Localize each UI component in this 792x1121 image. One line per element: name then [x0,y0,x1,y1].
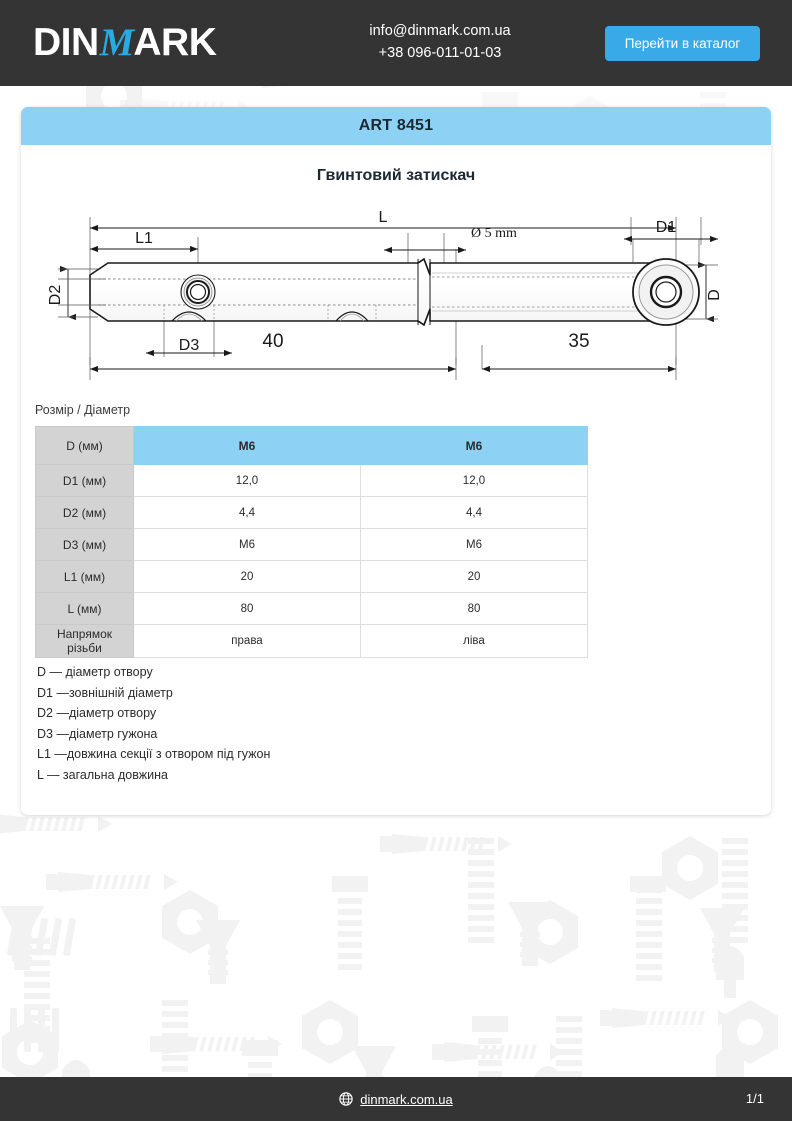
site-header [0,0,792,86]
label-dim-40: 40 [262,331,284,352]
legend-list [35,662,771,785]
row-value-col1: M6 [134,529,361,561]
row-label: L (мм) [36,593,134,625]
legend-item: L — загальна довжина [37,767,168,782]
row-label: D3 (мм) [36,529,134,561]
label-hole-diameter: Ø 5 mm [471,226,517,241]
row-label: D1 (мм) [36,465,134,497]
row-value-col1: 12,0 [134,465,361,497]
table-row [36,625,588,658]
label-dim-35: 35 [568,331,590,352]
go-to-catalog-button[interactable]: Перейти в каталог [605,26,760,61]
globe-icon [339,1092,353,1106]
header-contacts [330,20,550,64]
row-value-col1: права [134,625,361,658]
table-row [36,593,588,625]
label-L1: L1 [135,230,153,247]
table-row [36,561,588,593]
card-title-bar [21,107,771,145]
header-phone-link[interactable]: +38 096-011-01-03 [378,45,502,61]
legend-item: D2 —діаметр отвору [37,706,157,720]
product-card [21,107,771,815]
row-value-col1: 4,4 [134,497,361,529]
row-label: D2 (мм) [36,497,134,529]
label-D2: D2 [47,284,64,306]
label-D1: D1 [655,219,677,236]
page-number: 1/1 [745,1091,764,1106]
row-value-col2: M6 [361,529,588,561]
logo-text-part2: ARK [133,21,217,64]
legend-item: D1 —зовнішній діаметр [37,685,173,700]
label-L: L [378,209,388,226]
row-value-col2: 20 [361,561,588,593]
label-D: D [706,289,723,301]
table-row [36,427,588,465]
article-code: ART 8451 [358,117,434,134]
brand-logo[interactable] [33,22,216,64]
label-D3: D3 [178,337,200,354]
row-value-col2: 4,4 [361,497,588,529]
legend-item: L1 —довжина секції з отвором під гужон [37,747,271,761]
row-label: Напрямок різьби [36,625,134,658]
footer-site-link[interactable]: dinmark.com.ua [360,1091,453,1107]
row-label: L1 (мм) [36,561,134,593]
product-name: Гвинтовий затискач [316,167,476,184]
row-value-col2: 12,0 [361,465,588,497]
legend-item: D — діаметр отвору [37,665,153,679]
technical-drawing [46,197,746,389]
specification-section [21,403,771,785]
row-value-col2: ліва [361,625,588,658]
table-row [36,465,588,497]
row-label: D (мм) [36,427,134,465]
legend-item: D3 —діаметр гужона [37,726,158,741]
table-row [36,497,588,529]
row-value-col1: 20 [134,561,361,593]
logo-text-accent: M [99,21,133,64]
footer-site-link-group [0,1077,792,1121]
logo-text-part1: DIN [33,21,99,64]
row-value-col2: M6 [361,427,588,465]
specification-table-body [36,427,588,658]
table-row [36,529,588,561]
table-caption: Розмір / Діаметр [35,403,131,417]
row-value-col1: M6 [134,427,361,465]
header-email-link[interactable]: info@dinmark.com.ua [369,23,511,39]
row-value-col2: 80 [361,593,588,625]
row-value-col1: 80 [134,593,361,625]
technical-drawing-container [21,197,771,389]
site-footer [0,1077,792,1121]
specification-table [35,426,588,658]
